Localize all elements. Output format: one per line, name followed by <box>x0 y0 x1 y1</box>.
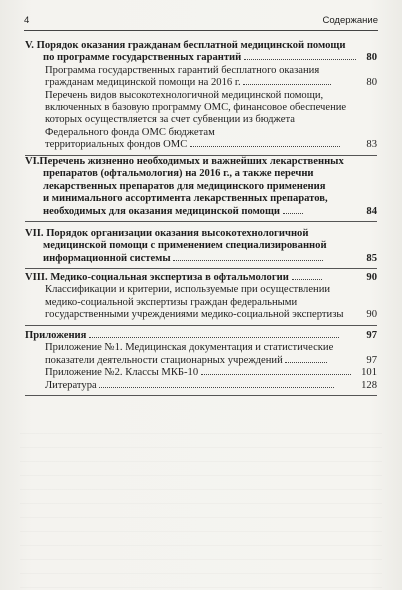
page-number: 4 <box>24 15 30 26</box>
toc-line: и минимального ассортимента лекарственных препаратов, <box>43 193 328 205</box>
toc-line: информационной системы 85 <box>43 252 377 264</box>
toc-page-number: 97 <box>366 354 377 366</box>
toc-line: гражданам медицинской помощи на 2016 г. 80 <box>45 77 377 89</box>
toc-line: Классификации и критерии, используемые при осуществлении <box>45 284 331 296</box>
toc-page-number: 84 <box>366 205 377 217</box>
toc-section-v <box>25 40 377 156</box>
toc-line: лекарственных препаратов для медицинского применения <box>43 180 326 192</box>
toc-line: Приложения 97 <box>25 330 377 341</box>
toc-line: включенных в базовую программу ОМС, финансовое обеспечение <box>45 102 347 114</box>
toc-line: которых осуществляется за счет субвенции из бюджета <box>45 114 295 126</box>
toc-line: препаратов (офтальмология) на 2016 г., а также перечни <box>43 168 314 180</box>
toc-page-number: 101 <box>361 367 377 379</box>
toc-line: государственными учреждениями медико-социальной экспертизы 90 <box>45 309 377 321</box>
toc-page-number: 80 <box>366 52 377 64</box>
toc-page-number: 97 <box>366 330 377 341</box>
toc-line: Приложение №2. Классы МКБ-10 101 <box>45 367 377 379</box>
toc-section-vii <box>25 228 377 269</box>
toc-page-number: 90 <box>366 272 377 283</box>
show-through-text <box>20 420 382 590</box>
toc-section-block <box>25 272 377 326</box>
toc-line: VIII. Медико-социальная экспертиза в офтальмологии 90 <box>25 272 377 283</box>
toc-line: территориальных фондов ОМС 83 <box>45 139 377 151</box>
toc-line: Приложение №1. Медицинская документация и статистические <box>45 342 334 354</box>
toc-line: медико-социальной экспертизы граждан федеральными <box>45 296 298 308</box>
running-title: Содержание <box>322 15 378 26</box>
toc-page-number: 80 <box>366 77 377 89</box>
toc-section-block <box>25 40 377 156</box>
toc-page-number: 85 <box>366 252 377 264</box>
toc-section-viii <box>25 272 377 326</box>
toc-line: медицинской помощи с применением специализированной <box>43 240 327 252</box>
toc-line: показатели деятельности стационарных учреждений 97 <box>45 354 377 366</box>
toc-section-block <box>25 228 377 269</box>
toc-page-number: 83 <box>366 139 377 151</box>
toc-line: V. Порядок оказания гражданам бесплатной медицинской помощи <box>25 40 346 51</box>
toc-line: Федерального фонда ОМС бюджетам <box>45 126 215 138</box>
toc-line: Литература 128 <box>45 379 377 391</box>
toc-line: необходимых для оказания медицинской помощи 84 <box>43 205 377 217</box>
toc-line: VI.Перечень жизненно необходимых и важнейших лекарственных <box>25 156 344 167</box>
page-header <box>24 12 378 30</box>
toc-page-number: 128 <box>361 379 377 391</box>
toc-line: Программа государственных гарантий бесплатного оказания <box>45 64 320 76</box>
toc-line: Перечень видов высокотехнологичной медицинской помощи, <box>45 89 324 101</box>
toc-line: VII. Порядок организации оказания высокотехнологичной <box>25 228 309 239</box>
toc-page-number: 90 <box>366 309 377 321</box>
header-rule <box>24 30 378 31</box>
toc-section-block <box>25 156 377 222</box>
toc-section-appendices <box>25 330 377 396</box>
toc-section-vi <box>25 156 377 222</box>
toc-line: по программе государственных гарантий 80 <box>43 52 377 64</box>
toc-section-block <box>25 330 377 396</box>
